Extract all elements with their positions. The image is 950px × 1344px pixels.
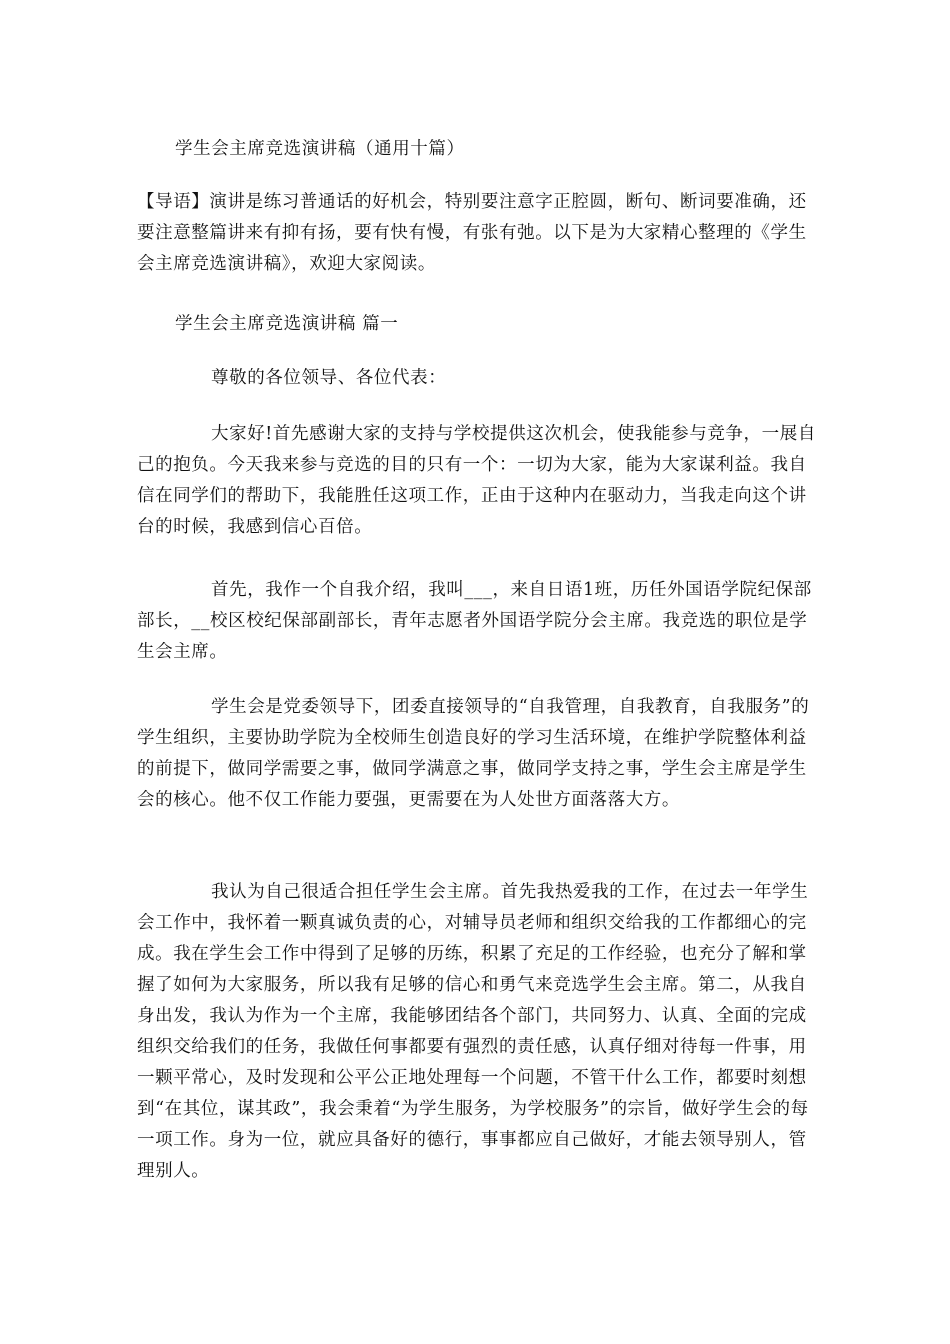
salutation: 尊敬的各位领导、各位代表： — [211, 368, 447, 388]
body-paragraph: 首先，我作一个自我介绍，我叫___，来自日语1班，历任外国语学院纪保部部长，__校区校纪保部副部长，青年志愿者外国语学院分会主席。我竞选的职位是学生会主席。 — [137, 580, 812, 662]
document-title: 学生会主席竞选演讲稿（通用十篇） — [175, 139, 465, 159]
section-heading: 学生会主席竞选演讲稿 篇一 — [175, 314, 399, 334]
body-paragraph: 大家好!首先感谢大家的支持与学校提供这次机会，使我能参与竞争，一展自己的抱负。今天我来参与竞选的目的只有一个：一切为大家，能为大家谋利益。我自信在同学们的帮助下，我能胜任这项工作，正由于这种内在驱动力，当我走向这个讲台的时候，我感到信心百倍。 — [137, 424, 816, 537]
body-paragraph: 我认为自己很适合担任学生会主席。首先我热爱我的工作，在过去一年学生会工作中，我怀着一颗真诚负责的心，对辅导员老师和组织交给我的工作都细心的完成。我在学生会工作中得到了足够的历练，积累了充足的工作经验，也充分了解和掌握了如何为大家服务，所以我有足够的信心和勇气来竞选学生会主席。第二，从我自身出发，我认为作为一个主席，我能够团结各个部门，共同努力、认真、全面的完成组织交给我们的任务，我做任何事都要有强烈的责任感，认真仔细对待每一件事，用一颗平常心，及时发现和公平公正地处理每一个问题，不管干什么工作，都要时刻想到“在其位，谋其政”，我会秉着“为学生服务，为学校服务”的宗旨，做好学生会的每一项工作。身为一位，就应具备好的德行，事事都应自己做好，才能去领导别人，管理别人。 — [137, 882, 809, 1181]
body-paragraph: 学生会是党委领导下，团委直接领导的“自我管理，自我教育，自我服务”的学生组织，主要协助学院为全校师生创造良好的学习生活环境，在维护学院整体利益的前提下，做同学需要之事，做同学满意之事，做同学支持之事，学生会主席是学生会的核心。他不仅工作能力要强，更需要在为人处世方面落落大方。 — [137, 697, 810, 810]
intro-paragraph: 【导语】演讲是练习普通话的好机会，特别要注意字正腔圆，断句、断词要准确，还要注意整篇讲来有抑有扬，要有快有慢，有张有弛。以下是为大家精心整理的《学生会主席竞选演讲稿》，欢迎大家阅读。 — [137, 192, 807, 274]
